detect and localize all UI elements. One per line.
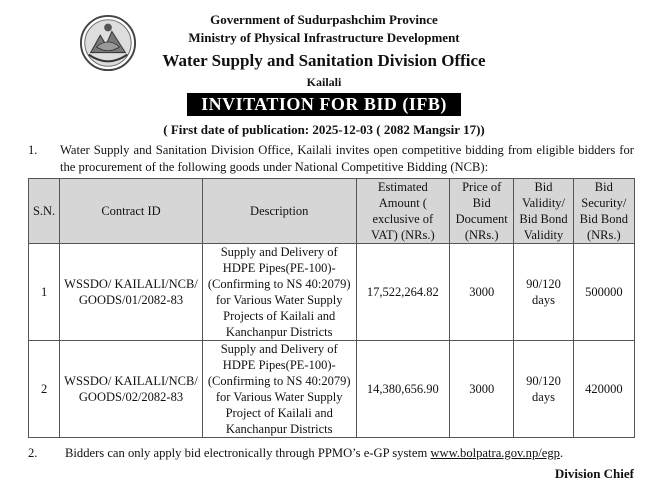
office-title: Water Supply and Sanitation Division Office <box>162 51 486 70</box>
ifb-banner: INVITATION FOR BID (IFB) <box>187 93 461 116</box>
item-2-line <box>65 446 634 461</box>
cell-document-price: 3000 <box>450 341 514 438</box>
header-bid-validity: Bid Validity/ Bid Bond Validity <box>514 179 573 244</box>
header-contract-id: Contract ID <box>60 179 203 244</box>
table-row <box>29 244 635 341</box>
cell-contract-id: WSSDO/ KAILALI/NCB/ GOODS/02/2082-83 <box>60 341 203 438</box>
item-1-text: Water Supply and Sanitation Division Office, Kailali invites open competitive bidding from eligible bidders for the procurement of the following goods under National Competitive Bidding (NCB): <box>60 143 634 174</box>
district-title: Kailali <box>306 75 342 89</box>
cell-sn: 2 <box>29 341 60 438</box>
cell-bid-validity: 90/120 days <box>514 244 573 341</box>
header-sn: S.N. <box>29 179 60 244</box>
header-document-price: Price of Bid Document (NRs.) <box>450 179 514 244</box>
cell-description: Supply and Delivery of HDPE Pipes(PE-100)-(Confirming to NS 40:2079) for Various Water Supply Project of Kailali and Kanchanpur Districts <box>202 341 356 438</box>
notice-item-1 <box>28 142 634 176</box>
item-2-text: Bidders can only apply bid electronically through PPMO’s e-GP system <box>65 446 431 460</box>
cell-contract-id: WSSDO/ KAILALI/NCB/ GOODS/01/2082-83 <box>60 244 203 341</box>
signature-title: Division Chief <box>554 466 634 481</box>
cell-bid-security: 500000 <box>573 244 634 341</box>
cell-bid-security: 420000 <box>573 341 634 438</box>
table-header-row <box>29 179 635 244</box>
egp-link[interactable]: www.bolpatra.gov.np/egp <box>430 446 560 460</box>
cell-sn: 1 <box>29 244 60 341</box>
banner-wrap <box>0 93 648 116</box>
ministry-title: Ministry of Physical Infrastructure Development <box>188 30 460 45</box>
header-bid-security: Bid Security/ Bid Bond (NRs.) <box>573 179 634 244</box>
cell-document-price: 3000 <box>450 244 514 341</box>
item-2-number: 2. <box>28 446 38 460</box>
header-description: Description <box>202 179 356 244</box>
cell-estimated-amount: 17,522,264.82 <box>356 244 449 341</box>
cell-bid-validity: 90/120 days <box>514 341 573 438</box>
header-estimated-amount: Estimated Amount ( exclusive of VAT) (NRs.) <box>356 179 449 244</box>
publication-date: ( First date of publication: 2025-12-03 ( 2082 Mangsir 17)) <box>163 122 485 137</box>
item-1-number: 1. <box>28 143 38 157</box>
table-row <box>29 341 635 438</box>
government-title: Government of Sudurpashchim Province <box>210 12 438 27</box>
cell-description: Supply and Delivery of HDPE Pipes(PE-100)-(Confirming to NS 40:2079) for Various Water Supply Projects of Kailali and Kanchanpur Districts <box>202 244 356 341</box>
notice-item-2 <box>28 446 634 461</box>
bid-table <box>28 178 635 438</box>
cell-estimated-amount: 14,380,656.90 <box>356 341 449 438</box>
item-2-end: . <box>559 446 564 460</box>
